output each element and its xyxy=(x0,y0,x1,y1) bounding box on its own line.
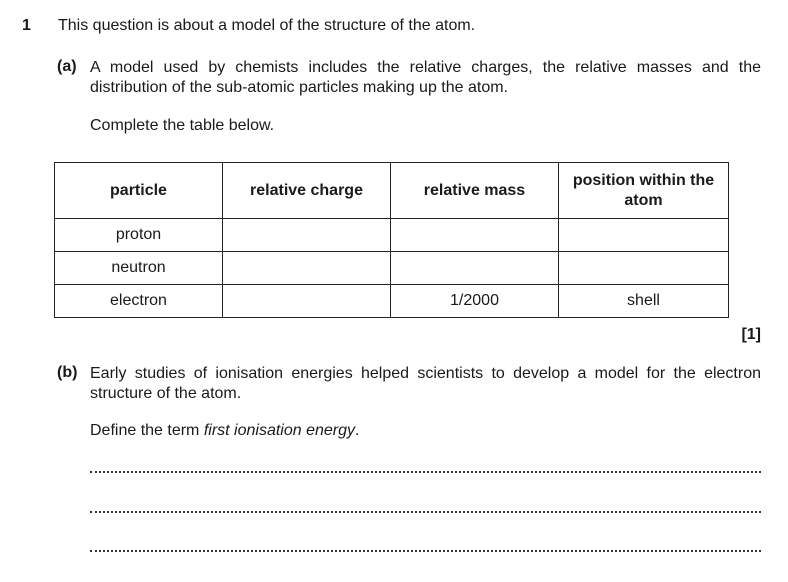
header-relative-charge: relative charge xyxy=(223,163,391,219)
cell-particle: proton xyxy=(55,219,223,252)
cell-relative-charge[interactable] xyxy=(223,285,391,318)
cell-relative-mass: 1/2000 xyxy=(391,285,559,318)
cell-relative-mass[interactable] xyxy=(391,252,559,285)
table-row xyxy=(55,285,729,318)
table-header-row xyxy=(55,163,729,219)
part-a-text: A model used by chemists includes the relative charges, the relative masses and the distribution of the sub-atomic particles making up the atom. xyxy=(90,59,761,96)
cell-position[interactable] xyxy=(559,252,729,285)
instruction-term: first ionisation energy xyxy=(203,422,356,439)
table-row xyxy=(55,252,729,285)
part-b-text: Early studies of ionisation energies helped scientists to develop a model for the electron structure of the atom. xyxy=(90,365,761,402)
part-a-instruction: Complete the table below. xyxy=(90,117,275,134)
answer-line[interactable] xyxy=(90,550,761,552)
answer-line[interactable] xyxy=(90,471,761,473)
cell-position[interactable] xyxy=(559,219,729,252)
table-row xyxy=(55,219,729,252)
part-b-instruction xyxy=(90,422,359,440)
question-stem: This question is about a model of the structure of the atom. xyxy=(58,17,476,34)
instruction-suffix: . xyxy=(355,422,360,439)
part-a-marks: [1] xyxy=(741,326,761,343)
cell-relative-mass[interactable] xyxy=(391,219,559,252)
cell-position: shell xyxy=(559,285,729,318)
question-number: 1 xyxy=(22,17,31,34)
header-position: position within the atom xyxy=(559,163,729,219)
instruction-prefix: Define the term xyxy=(90,422,204,439)
answer-line[interactable] xyxy=(90,511,761,513)
cell-particle: neutron xyxy=(55,252,223,285)
cell-relative-charge[interactable] xyxy=(223,219,391,252)
part-b-label: (b) xyxy=(57,364,78,381)
header-relative-mass: relative mass xyxy=(391,163,559,219)
cell-particle: electron xyxy=(55,285,223,318)
header-particle: particle xyxy=(55,163,223,219)
cell-relative-charge[interactable] xyxy=(223,252,391,285)
part-a-label: (a) xyxy=(57,58,77,75)
particle-table xyxy=(54,162,729,318)
